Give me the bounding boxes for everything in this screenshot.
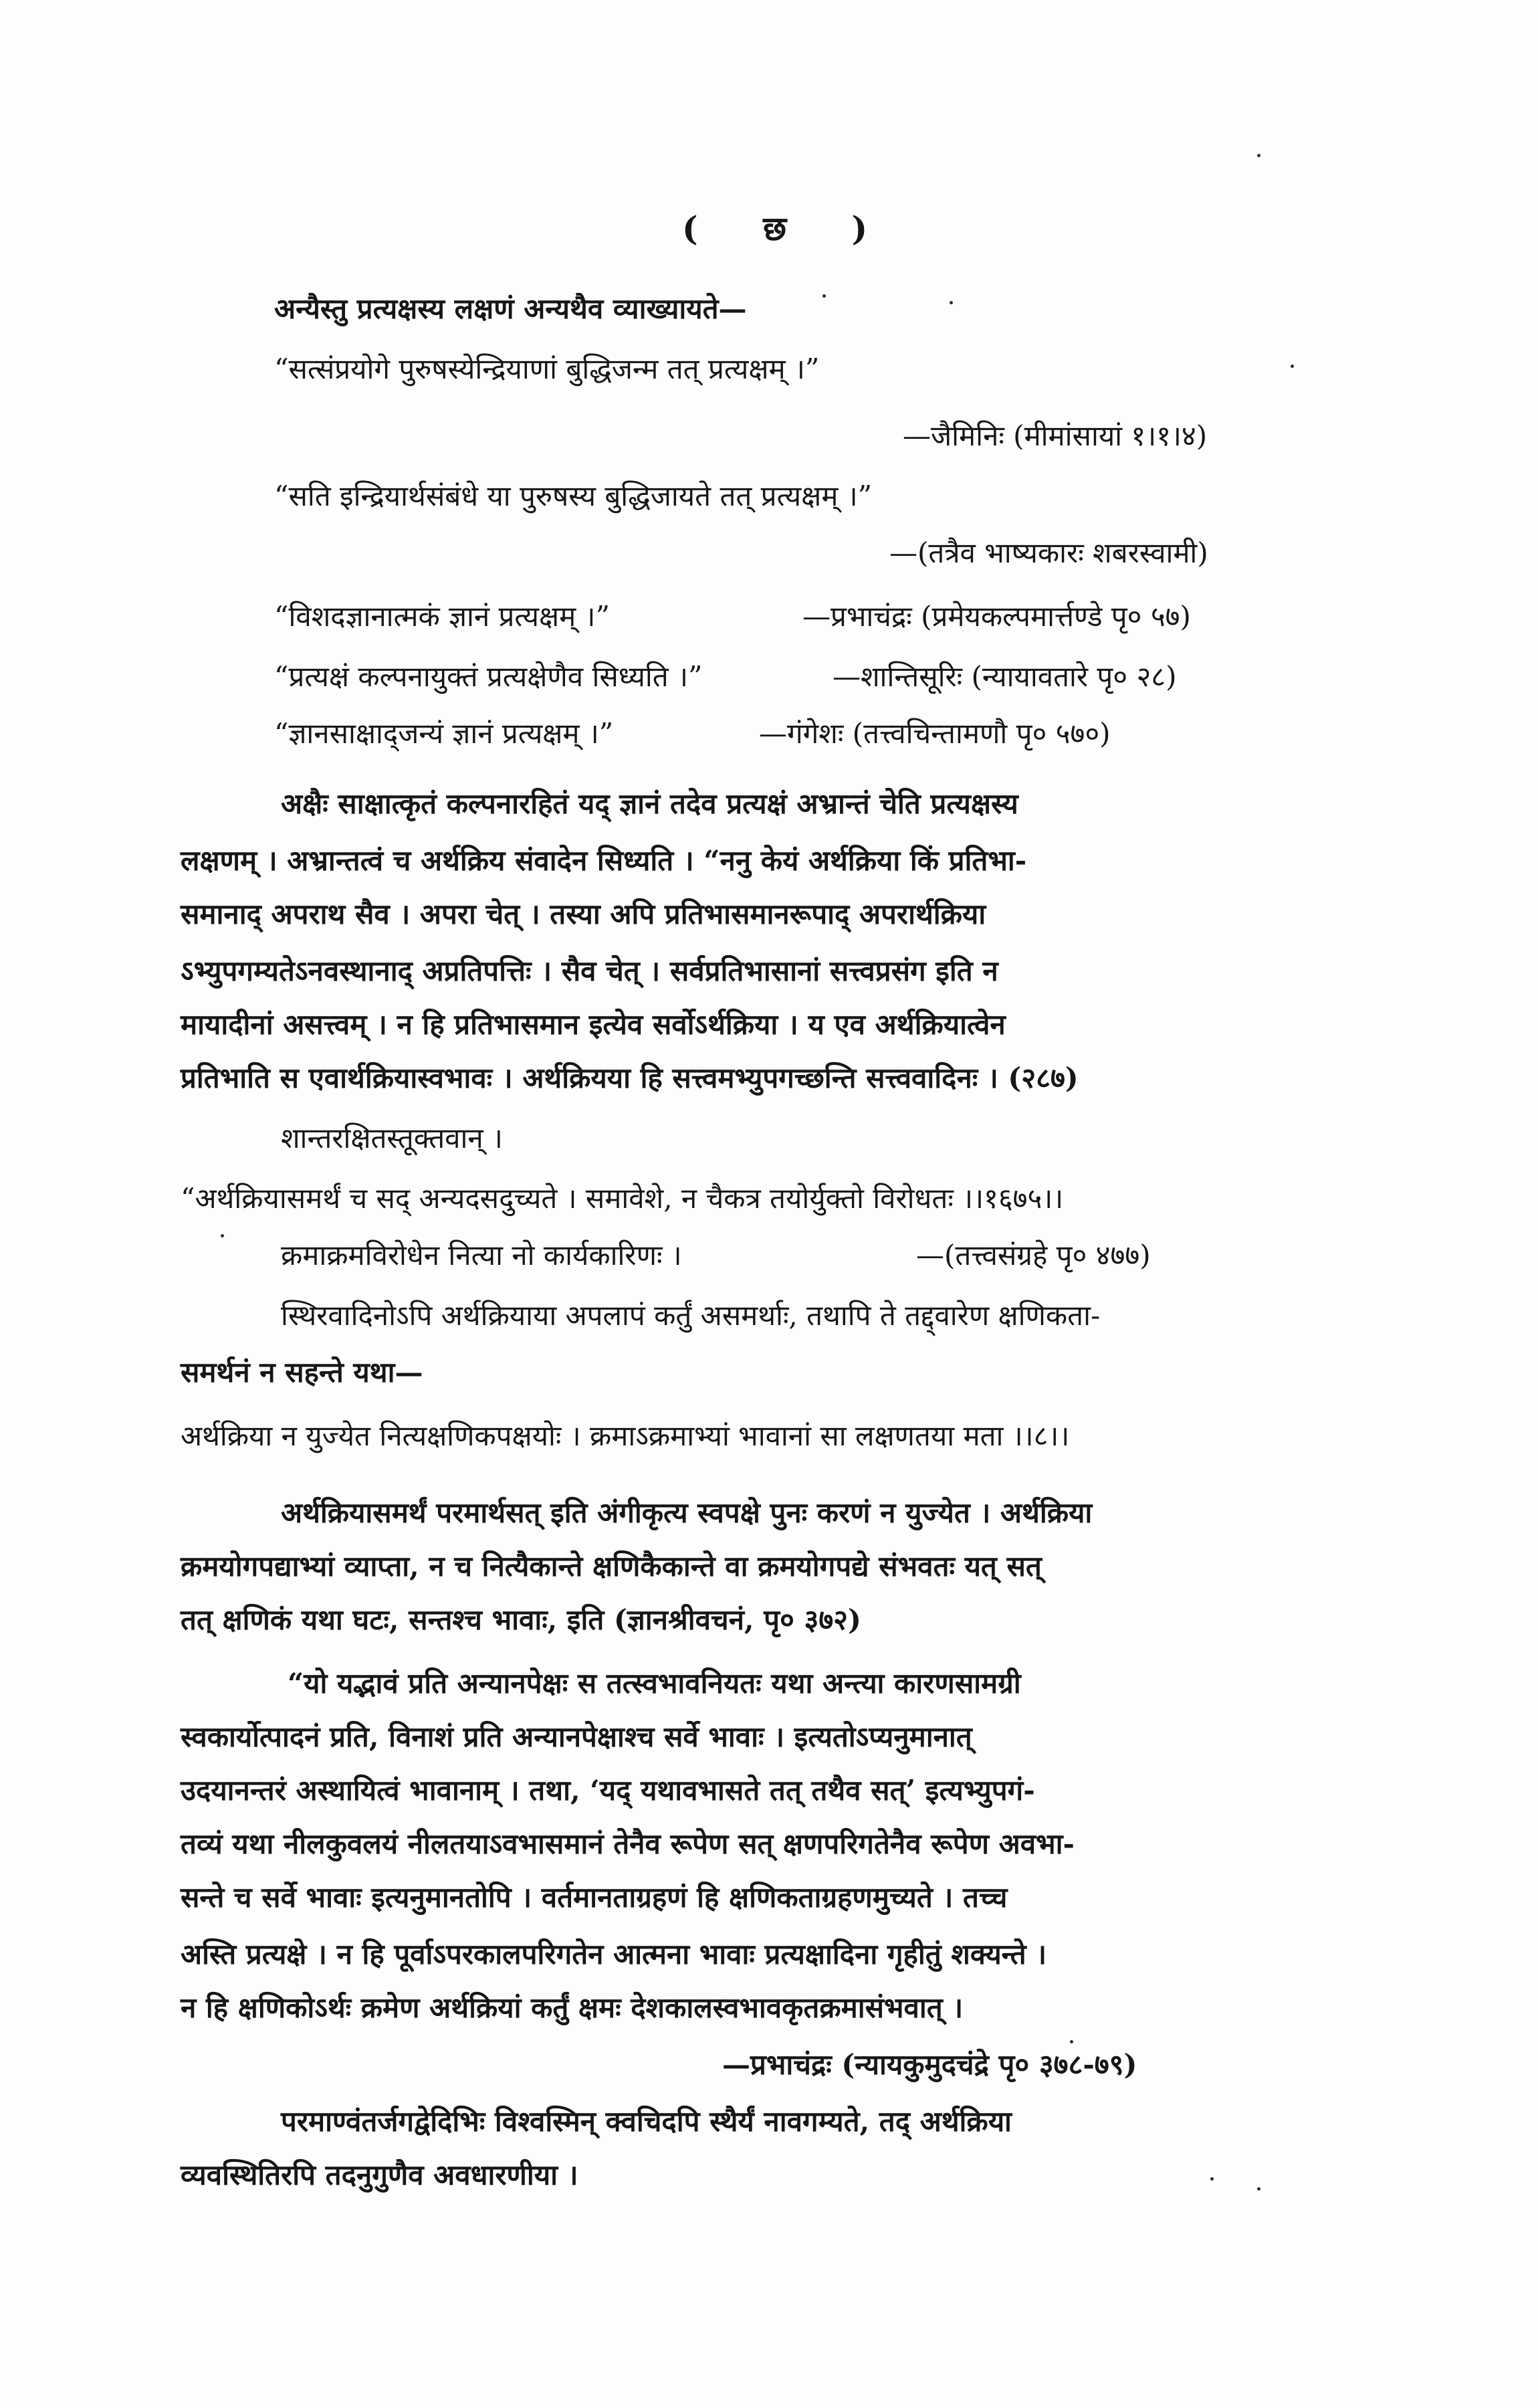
quote-line: “प्रत्यक्षं कल्पनायुक्तं प्रत्यक्षेणैव सिध्यति ।” bbox=[274, 660, 703, 693]
scan-speck bbox=[950, 301, 953, 304]
paragraph-line: तत् क्षणिकं यथा घटः, सन्तश्च भावाः, इति (ज्ञानश्रीवचनं, पृ० ३७२) bbox=[181, 1603, 861, 1636]
verse-line: क्रमाक्रमविरोधेन नित्या नो कार्यकारिणः । bbox=[281, 1239, 682, 1272]
paragraph-line: “यो यद्भावं प्रति अन्यानपेक्षः स तत्स्वभावनियतः यथा अन्त्या कारणसामग्री bbox=[288, 1667, 1021, 1700]
quote-line: “ज्ञानसाक्षाद्जन्यं ज्ञानं प्रत्यक्षम् ।” bbox=[274, 717, 614, 750]
citation-line: —प्रभाचंद्रः (प्रमेयकल्पमार्त्तण्डे पृ० ५७) bbox=[802, 600, 1191, 633]
paragraph-line: स्वकार्योत्पादनं प्रति, विनाशं प्रति अन्यानपेक्षाश्च सर्वे भावाः । इत्यतोऽप्यनुमानात् bbox=[181, 1720, 972, 1753]
paragraph-line: तव्यं यथा नीलकुवलयं नीलतयाऽवभासमानं तेनैव रूपेण सत् क्षणपरिगतेनैव रूपेण अवभा- bbox=[181, 1827, 1075, 1860]
verse-line: अर्थक्रिया न युज्येत नित्यक्षणिकपक्षयोः । क्रमाऽक्रमाभ्यां भावानां सा लक्षणतया मता ।।८।। bbox=[181, 1419, 1070, 1452]
citation-line: —शान्तिसूरिः (न्यायावतारे पृ० २८) bbox=[833, 660, 1177, 693]
scan-speck bbox=[1210, 2177, 1214, 2181]
paragraph-line: स्थिरवादिनोऽपि अर्थक्रियाया अपलापं कर्तुं असमर्थाः, तथापि ते तद्द्वारेण क्षणिकता- bbox=[281, 1299, 1101, 1332]
scan-speck bbox=[1070, 2040, 1073, 2043]
paragraph-line: समानाद् अपराथ सैव । अपरा चेत् । तस्या अपि प्रतिभासमानरूपाद् अपरार्थक्रिया bbox=[181, 898, 986, 930]
text-line: शान्तरक्षितस्तूक्तवान् । bbox=[281, 1122, 503, 1155]
paragraph-line: क्रमयोगपद्याभ्यां व्याप्ता, न च नित्यैकान्ते क्षणिकैकान्ते वा क्रमयोगपद्ये संभवतः यत् सत् bbox=[181, 1550, 1042, 1583]
text-line: अन्यैस्तु प्रत्यक्षस्य लक्षणं अन्यथैव व्याख्यायते— bbox=[274, 292, 747, 325]
paragraph-line: ऽभ्युपगम्यतेऽनवस्थानाद् अप्रतिपत्तिः । सैव चेत् । सर्वप्रतिभासानां सत्त्वप्रसंग इति न bbox=[181, 955, 998, 987]
scan-speck bbox=[1257, 2187, 1260, 2191]
paragraph-line: परमाण्वंतर्जगद्वेदिभिः विश्वस्मिन् क्वचिदपि स्थैर्यं नावगम्यते, तद् अर्थक्रिया bbox=[281, 2105, 1012, 2138]
paragraph-line: सन्ते च सर्वे भावाः इत्यनुमानतोपि । वर्तमानताग्रहणं हि क्षणिकताग्रहणमुच्यते । तच्च bbox=[181, 1881, 1008, 1914]
paragraph-line: अर्थक्रियासमर्थं परमार्थसत् इति अंगीकृत्य स्वपक्षे पुनः करणं न युज्येत । अर्थक्रिया bbox=[281, 1496, 1093, 1529]
citation-line: —(तत्रैव भाष्यकारः शबरस्वामी) bbox=[889, 536, 1208, 569]
scan-speck bbox=[1257, 154, 1260, 157]
citation-line: —प्रभाचंद्रः (न्यायकुमुदचंद्रे पृ० ३७८-७९) bbox=[722, 2048, 1137, 2081]
paragraph-line: समर्थनं न सहन्ते यथा— bbox=[181, 1356, 423, 1389]
paragraph-line: अक्षैः साक्षात्कृतं कल्पनारहितं यद् ज्ञानं तदेव प्रत्यक्षं अभ्रान्तं चेति प्रत्यक्षस्य bbox=[281, 787, 1018, 820]
paragraph-line: लक्षणम् । अभ्रान्तत्वं च अर्थक्रिय संवादेन सिध्यति । “ननु केयं अर्थक्रिया किं प्रतिभा- bbox=[181, 844, 1027, 877]
paragraph-line: उदयानन्तरं अस्थायित्वं भावानाम् । तथा, ‘यद् यथावभासते तत् तथैव सत्’ इत्यभ्युपगं- bbox=[181, 1774, 1035, 1807]
citation-line: —गंगेशः (तत्त्वचिन्तामणौ पृ० ५७०) bbox=[759, 717, 1111, 750]
scan-speck bbox=[221, 1234, 224, 1237]
paragraph-line: न हि क्षणिकोऽर्थः क्रमेण अर्थक्रियां कर्तुं क्षमः देशकालस्वभावकृतक्रमासंभवात् । bbox=[181, 1991, 964, 2024]
citation-line: —जैमिनिः (मीमांसायां १।१।४) bbox=[903, 419, 1208, 452]
paragraph-line: मायादीनां असत्त्वम् । न हि प्रतिभासमान इत्येव सर्वोऽर्थक्रिया । य एव अर्थक्रियात्वेन bbox=[181, 1008, 1006, 1041]
page-number: ( छ ) bbox=[682, 209, 895, 248]
verse-line: “अर्थक्रियासमर्थं च सद् अन्यदसदुच्यते । समावेशे, न चैकत्र तयोर्युक्तो विरोधतः ।।१६७५।। bbox=[181, 1182, 1064, 1215]
paragraph-line: अस्ति प्रत्यक्षे । न हि पूर्वाऽपरकालपरिगतेन आत्मना भावाः प्रत्यक्षादिना गृहीतुं शक्यन्ते । bbox=[181, 1938, 1047, 1971]
citation-line: —(तत्त्वसंग्रहे पृ० ४७७) bbox=[916, 1239, 1151, 1272]
quote-line: “सत्संप्रयोगे पुरुषस्येन्द्रियाणां बुद्धिजन्म तत् प्रत्यक्षम् ।” bbox=[274, 353, 820, 385]
scan-speck bbox=[1291, 365, 1294, 368]
paragraph-line: प्रतिभाति स एवार्थक्रियास्वभावः । अर्थक्रियया हि सत्त्वमभ्युपगच्छन्ति सत्त्ववादिनः । (२८७) bbox=[181, 1062, 1079, 1094]
quote-line: “विशदज्ञानात्मकं ज्ञानं प्रत्यक्षम् ।” bbox=[274, 600, 610, 633]
paragraph-line: व्यवस्थितिरपि तदनुगुणैव अवधारणीया । bbox=[181, 2159, 578, 2191]
quote-line: “सति इन्द्रियार्थसंबंधे या पुरुषस्य बुद्धिजायते तत् प्रत्यक्षम् ।” bbox=[274, 480, 873, 512]
scan-speck bbox=[822, 294, 826, 298]
